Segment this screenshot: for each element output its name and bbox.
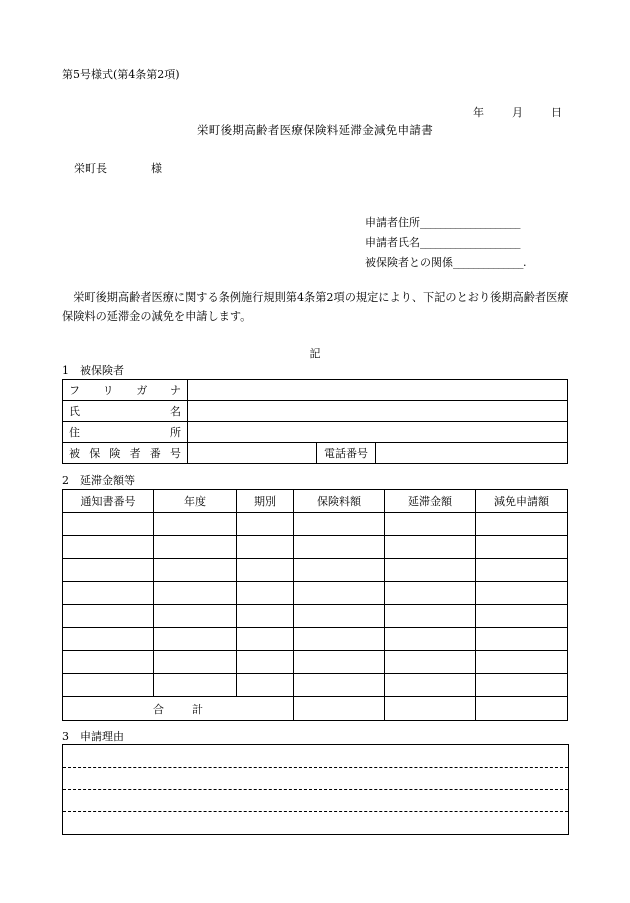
date-month: 月	[512, 106, 523, 119]
total-premium[interactable]	[294, 697, 385, 721]
arrears-table	[62, 489, 568, 721]
addressee	[74, 160, 162, 176]
cell[interactable]	[154, 582, 237, 605]
name-chars: 氏 名	[69, 405, 181, 418]
applicant-address-label: 申請者住所	[365, 216, 420, 229]
table-row	[63, 674, 568, 697]
table-row	[63, 513, 568, 536]
cell[interactable]	[476, 651, 568, 674]
address-chars: 住 所	[69, 426, 181, 439]
cell[interactable]	[237, 536, 294, 559]
name-field[interactable]	[188, 401, 568, 422]
total-reduction[interactable]	[476, 697, 568, 721]
cell[interactable]	[476, 582, 568, 605]
cell[interactable]	[237, 605, 294, 628]
cell[interactable]	[476, 559, 568, 582]
cell[interactable]	[237, 559, 294, 582]
cell[interactable]	[476, 674, 568, 697]
cell[interactable]	[154, 513, 237, 536]
cell[interactable]	[385, 513, 476, 536]
cell[interactable]	[63, 536, 154, 559]
applicant-name-label: 申請者氏名	[365, 236, 420, 249]
date-line	[473, 104, 562, 120]
header-notice-number: 通知書番号	[63, 490, 154, 513]
cell[interactable]	[385, 651, 476, 674]
cell[interactable]	[294, 536, 385, 559]
cell[interactable]	[237, 513, 294, 536]
header-fiscal-year: 年度	[154, 490, 237, 513]
table-row	[63, 582, 568, 605]
name-label	[63, 401, 188, 422]
insured-number-chars: 被 保 険 者 番 号	[69, 447, 181, 460]
cell[interactable]	[476, 536, 568, 559]
cell[interactable]	[385, 536, 476, 559]
cell[interactable]	[476, 628, 568, 651]
header-arrears: 延滞金額	[385, 490, 476, 513]
cell[interactable]	[476, 605, 568, 628]
cell[interactable]	[63, 674, 154, 697]
arrears-header-row	[63, 490, 568, 513]
header-premium: 保険料額	[294, 490, 385, 513]
date-day: 日	[551, 106, 562, 119]
cell[interactable]	[63, 651, 154, 674]
cell[interactable]	[237, 674, 294, 697]
cell[interactable]	[294, 628, 385, 651]
applicant-relation-line[interactable]: 被保険者との関係______________.	[365, 256, 526, 269]
header-term: 期別	[237, 490, 294, 513]
phone-label: 電話番号	[317, 443, 376, 464]
table-row	[63, 651, 568, 674]
cell[interactable]	[385, 674, 476, 697]
furigana-label	[63, 380, 188, 401]
cell[interactable]	[237, 628, 294, 651]
cell[interactable]	[154, 559, 237, 582]
section2-heading: 2 延滞金額等	[62, 474, 135, 487]
phone-field[interactable]	[376, 443, 568, 464]
applicant-relation-label: 被保険者との関係	[365, 256, 453, 269]
address-label	[63, 422, 188, 443]
insured-number-field[interactable]	[188, 443, 317, 464]
header-reduction: 減免申請額	[476, 490, 568, 513]
cell[interactable]	[385, 559, 476, 582]
insured-number-label	[63, 443, 188, 464]
cell[interactable]	[294, 674, 385, 697]
reason-line	[63, 789, 568, 790]
cell[interactable]	[237, 651, 294, 674]
cell[interactable]	[294, 559, 385, 582]
cell[interactable]	[294, 582, 385, 605]
addressee-honorific: 様	[151, 162, 162, 175]
cell[interactable]	[154, 536, 237, 559]
cell[interactable]	[294, 651, 385, 674]
section1-heading: 1 被保険者	[62, 364, 124, 377]
table-row	[63, 536, 568, 559]
ki-marker: 記	[309, 347, 321, 360]
table-row	[63, 628, 568, 651]
cell[interactable]	[63, 628, 154, 651]
date-year: 年	[473, 106, 484, 119]
cell[interactable]	[294, 605, 385, 628]
cell[interactable]	[63, 605, 154, 628]
reason-line	[63, 811, 568, 812]
cell[interactable]	[476, 513, 568, 536]
cell[interactable]	[63, 559, 154, 582]
cell[interactable]	[385, 605, 476, 628]
cell[interactable]	[154, 628, 237, 651]
cell[interactable]	[154, 605, 237, 628]
cell[interactable]	[154, 674, 237, 697]
cell[interactable]	[237, 582, 294, 605]
table-row	[63, 559, 568, 582]
form-number: 第5号様式(第4条第2項)	[62, 68, 180, 81]
furigana-field[interactable]	[188, 380, 568, 401]
reason-line	[63, 767, 568, 768]
cell[interactable]	[63, 513, 154, 536]
cell[interactable]	[385, 628, 476, 651]
total-label: 合 計	[63, 697, 294, 721]
cell[interactable]	[63, 582, 154, 605]
document-title: 栄町後期高齢者医療保険料延滞金減免申請書	[197, 123, 433, 137]
applicant-name-line[interactable]: 申請者氏名____________________	[365, 236, 520, 249]
table-row	[63, 605, 568, 628]
body-text: 栄町後期高齢者医療に関する条例施行規則第4条第2項の規定により、下記のとおり後期高齢者医療保険料の延滞金の減免を申請します。	[62, 291, 569, 323]
addressee-name: 栄町長	[74, 162, 107, 175]
cell[interactable]	[294, 513, 385, 536]
reason-box[interactable]	[62, 744, 569, 835]
insured-table	[62, 379, 568, 464]
applicant-address-line[interactable]: 申請者住所____________________	[365, 216, 520, 229]
total-arrears[interactable]	[385, 697, 476, 721]
total-row	[63, 697, 568, 721]
address-field[interactable]	[188, 422, 568, 443]
section3-heading: 3 申請理由	[62, 730, 124, 743]
furigana-chars: フ リ ガ ナ	[69, 384, 181, 397]
cell[interactable]	[154, 651, 237, 674]
cell[interactable]	[385, 582, 476, 605]
